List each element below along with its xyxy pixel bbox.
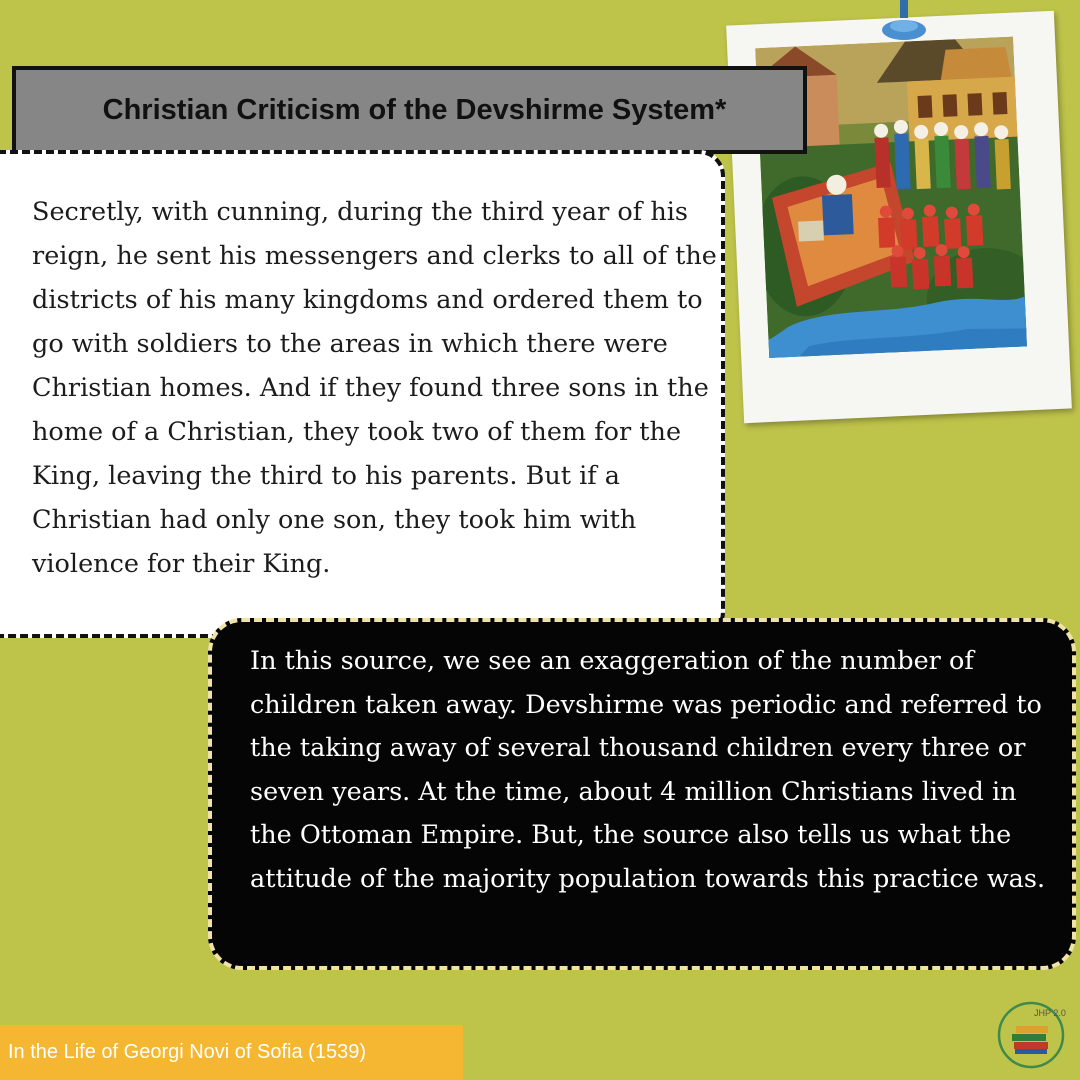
source-caption	[0, 1025, 463, 1080]
title-banner	[12, 66, 807, 154]
quote-text: Secretly, with cunning, during the third year of his reign, he sent his messengers and clerks to all of the districts of his many kingdoms and ordered them to go with soldiers to the areas in which there were Christian homes. And if they found three sons in the home of a Christian, they took two of them for the King, leaving the third to his parents. But if a Christian had only one son, they took him with violence for their King.	[32, 197, 717, 579]
commentary-text: In this source, we see an exaggeration of the number of children taken away. Devshirme was periodic and referred to the taking away of several thousand children every three or seven years. At the time, about 4 million Christians lived in the Ottoman Empire. But, the source also tells us what the attitude of the majority population towards this practice was.	[250, 646, 1046, 894]
source-caption-text: In the Life of Georgi Novi of Sofia (1539)	[8, 1041, 366, 1063]
logo-label: JHP 2.0	[1034, 1008, 1066, 1018]
books-logo-icon	[994, 998, 1068, 1072]
pushpin-icon	[880, 0, 928, 42]
page-title: Christian Criticism of the Devshirme System*	[102, 93, 727, 126]
